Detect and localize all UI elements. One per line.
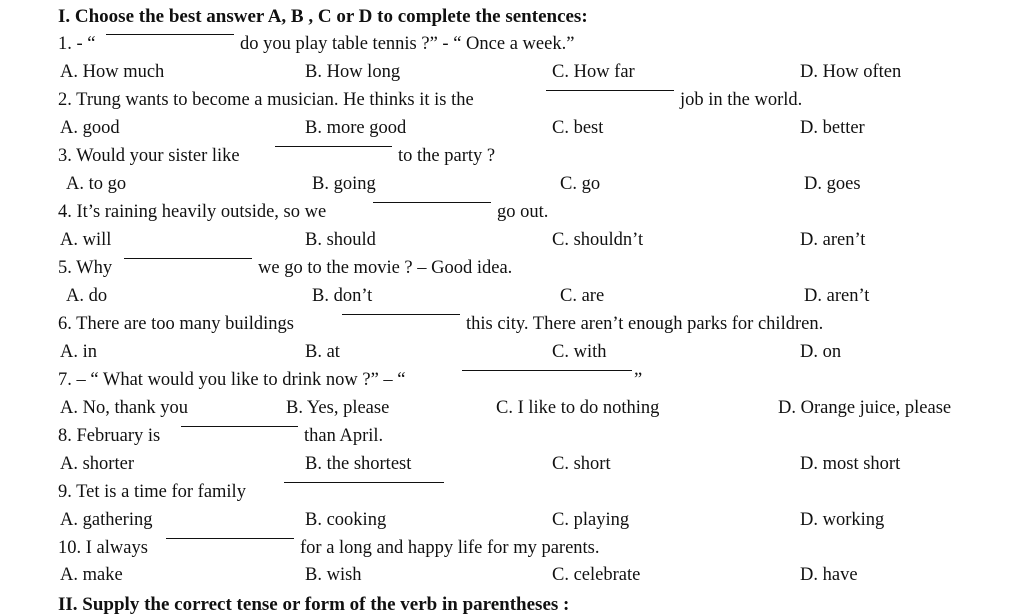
option-c[interactable]: C. with	[552, 342, 607, 362]
question-text: 5. Why	[58, 258, 113, 278]
option-d[interactable]: D. better	[800, 118, 865, 138]
answer-blank	[342, 314, 460, 315]
option-a[interactable]: A. do	[66, 286, 108, 306]
options-1	[0, 62, 1024, 88]
option-d[interactable]: D. Orange juice, please	[778, 398, 952, 418]
question-text-after: this city. There aren’t enough parks for children.	[466, 314, 824, 334]
option-b[interactable]: B. going	[312, 174, 376, 194]
question-9	[0, 482, 1024, 508]
option-c[interactable]: C. are	[560, 286, 605, 306]
option-a[interactable]: A. make	[60, 565, 123, 585]
option-a[interactable]: A. No, thank you	[60, 398, 188, 418]
question-text: 1. - “	[58, 34, 96, 54]
next-section-heading: II. Supply the correct tense or form of the verb in parentheses :	[58, 594, 570, 615]
options-5	[0, 286, 1024, 312]
question-text: 7. – “ What would you like to drink now ?” – “	[58, 370, 406, 390]
question-text-after: we go to the movie ? – Good idea.	[258, 258, 513, 278]
option-b[interactable]: B. Yes, please	[286, 398, 390, 418]
question-10	[0, 538, 1024, 564]
question-text-after: to the party ?	[398, 146, 496, 166]
option-a[interactable]: A. shorter	[60, 454, 134, 474]
answer-blank	[546, 90, 674, 91]
question-text: 2. Trung wants to become a musician. He thinks it is the	[58, 90, 474, 110]
option-a[interactable]: A. gathering	[60, 510, 153, 530]
option-a[interactable]: A. will	[60, 230, 112, 250]
option-b[interactable]: B. wish	[305, 565, 362, 585]
option-a[interactable]: A. to go	[66, 174, 127, 194]
question-text-after: go out.	[497, 202, 549, 222]
question-4	[0, 202, 1024, 228]
option-c[interactable]: C. go	[560, 174, 601, 194]
question-text-after: for a long and happy life for my parents.	[300, 538, 600, 558]
options-9	[0, 510, 1024, 536]
question-3	[0, 146, 1024, 172]
option-a[interactable]: A. How much	[60, 62, 165, 82]
question-text: 9. Tet is a time for family	[58, 482, 246, 502]
answer-blank	[373, 202, 491, 203]
option-d[interactable]: D. goes	[804, 174, 861, 194]
option-b[interactable]: B. at	[305, 342, 340, 362]
question-text: 10. I always	[58, 538, 148, 558]
option-d[interactable]: D. How often	[800, 62, 902, 82]
question-6	[0, 314, 1024, 340]
options-6	[0, 342, 1024, 368]
question-text-after: ”	[634, 370, 643, 390]
question-1	[0, 34, 1024, 60]
options-10	[0, 565, 1024, 591]
option-a[interactable]: A. in	[60, 342, 97, 362]
option-c[interactable]: C. I like to do nothing	[496, 398, 660, 418]
question-7	[0, 370, 1024, 396]
options-7	[0, 398, 1024, 424]
option-b[interactable]: B. don’t	[312, 286, 373, 306]
option-d[interactable]: D. working	[800, 510, 885, 530]
option-c[interactable]: C. best	[552, 118, 604, 138]
options-3	[0, 174, 1024, 200]
question-text-after: than April.	[304, 426, 384, 446]
question-text: 6. There are too many buildings	[58, 314, 294, 334]
option-b[interactable]: B. more good	[305, 118, 407, 138]
answer-blank	[181, 426, 298, 427]
question-text-after: do you play table tennis ?” - “ Once a week.”	[240, 34, 575, 54]
option-d[interactable]: D. aren’t	[804, 286, 870, 306]
section-heading: I. Choose the best answer A, B , C or D to complete the sentences:	[58, 6, 588, 27]
answer-blank	[106, 34, 234, 35]
option-b[interactable]: B. How long	[305, 62, 401, 82]
answer-blank	[284, 482, 444, 483]
options-8	[0, 454, 1024, 480]
answer-blank	[275, 146, 392, 147]
option-d[interactable]: D. have	[800, 565, 858, 585]
option-d[interactable]: D. on	[800, 342, 842, 362]
question-text: 3. Would your sister like	[58, 146, 240, 166]
question-text: 8. February is	[58, 426, 161, 446]
option-b[interactable]: B. should	[305, 230, 376, 250]
question-text-after: job in the world.	[680, 90, 803, 110]
answer-blank	[166, 538, 294, 539]
option-a[interactable]: A. good	[60, 118, 120, 138]
option-b[interactable]: B. the shortest	[305, 454, 412, 474]
question-2	[0, 90, 1024, 116]
question-8	[0, 426, 1024, 452]
option-c[interactable]: C. playing	[552, 510, 630, 530]
option-c[interactable]: C. How far	[552, 62, 635, 82]
options-2	[0, 118, 1024, 144]
option-d[interactable]: D. aren’t	[800, 230, 866, 250]
options-4	[0, 230, 1024, 256]
option-c[interactable]: C. shouldn’t	[552, 230, 644, 250]
answer-blank	[124, 258, 252, 259]
option-b[interactable]: B. cooking	[305, 510, 387, 530]
option-c[interactable]: C. celebrate	[552, 565, 641, 585]
answer-blank	[462, 370, 632, 371]
question-text: 4. It’s raining heavily outside, so we	[58, 202, 327, 222]
option-c[interactable]: C. short	[552, 454, 611, 474]
option-d[interactable]: D. most short	[800, 454, 901, 474]
question-5	[0, 258, 1024, 284]
